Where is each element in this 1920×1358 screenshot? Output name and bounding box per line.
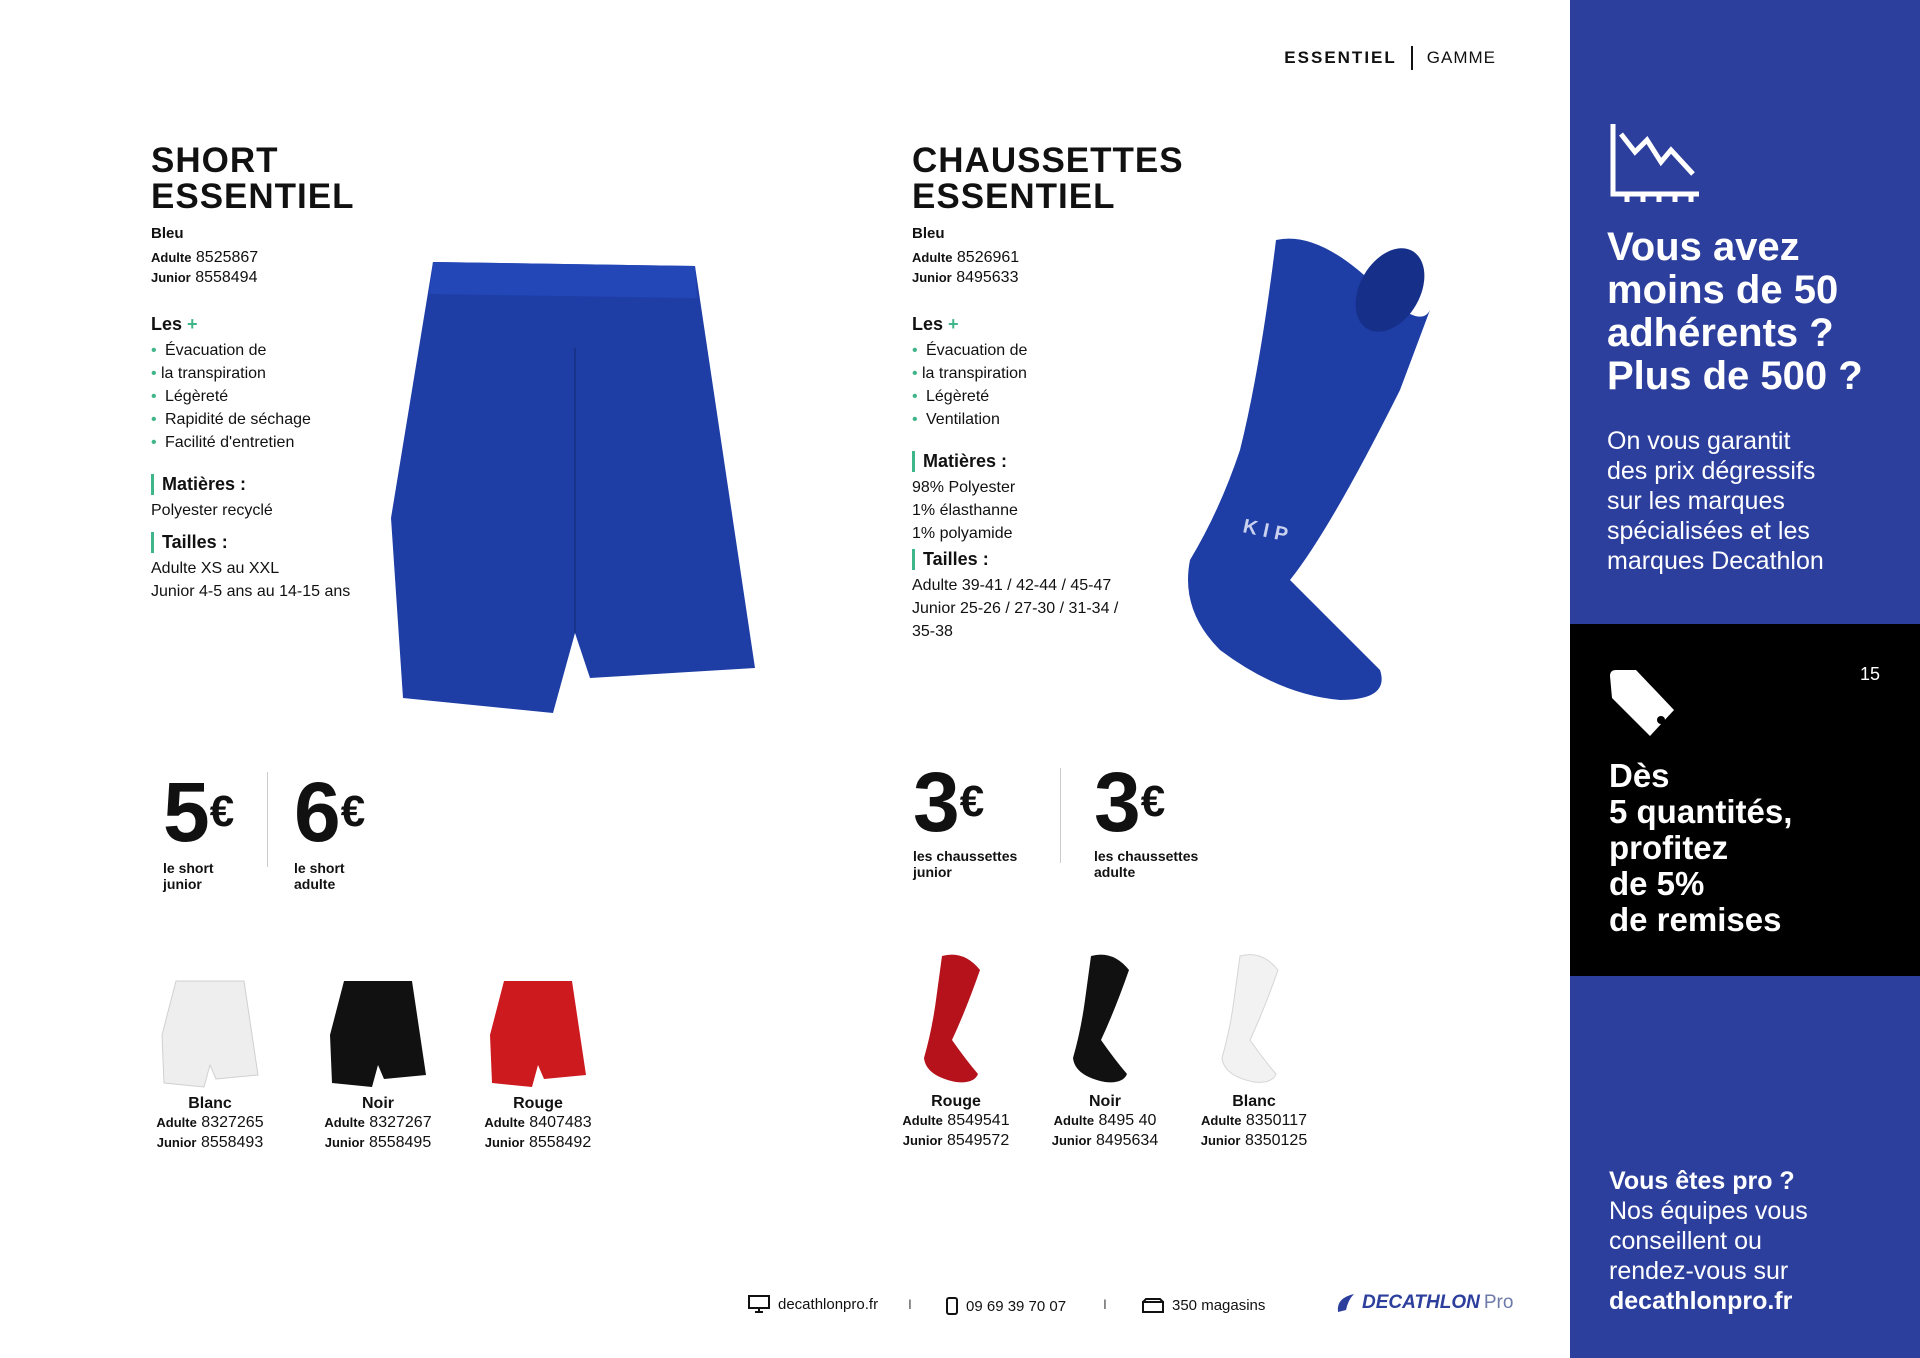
footer-divider: I <box>1103 1296 1107 1312</box>
short-image <box>385 258 765 716</box>
footer-stores[interactable]: 350 magasins <box>1142 1297 1265 1314</box>
price-divider <box>1060 768 1061 863</box>
side-panel-discount <box>1570 624 1920 976</box>
socks-matieres-3: 1% polyamide <box>912 525 1013 542</box>
sock-brand-label: KIP <box>1240 515 1296 548</box>
feature-item: • Rapidité de séchage <box>151 408 451 431</box>
short-ref-adulte: Adulte 8525867 <box>151 249 259 266</box>
socks-matieres-title: Matières : <box>912 451 1212 472</box>
socks-ref-adulte: Adulte 8526961 <box>912 249 1020 266</box>
feature-item: • Ventilation <box>912 408 1212 431</box>
feature-item: • Évacuation de <box>151 339 451 362</box>
footer-phone[interactable]: 09 69 39 70 07 <box>946 1297 1066 1315</box>
short-title: SHORT ESSENTIEL <box>151 141 355 216</box>
feature-item: • Légèreté <box>912 385 1212 408</box>
phone-icon <box>946 1297 958 1315</box>
socks-tailles-title: Tailles : <box>912 549 1212 570</box>
header-category: GAMME <box>1426 48 1496 67</box>
short-price-adulte: 6€ le short adulte <box>294 765 366 892</box>
short-variant-image <box>140 975 280 1090</box>
side-panel-prices <box>1570 0 1920 624</box>
socks-variant-image <box>1035 950 1175 1088</box>
short-ref-junior: Junior 8558494 <box>151 269 258 286</box>
price-divider <box>267 772 268 867</box>
header-section: ESSENTIEL <box>1284 48 1397 67</box>
socks-variant-noir: Noir Adulte 8495 40 Junior 8495634 <box>1035 950 1175 1151</box>
socks-ref-junior: Junior 8495633 <box>912 269 1019 286</box>
feature-item: • Évacuation de <box>912 339 1212 362</box>
socks-matieres-2: 1% élasthanne <box>912 502 1018 519</box>
socks-price-adulte: 3€ les chaussettes adulte <box>1094 755 1199 880</box>
short-les-title: Les + <box>151 314 198 334</box>
side-panel-pro <box>1570 976 1920 1358</box>
short-tailles-adulte: Adulte XS au XXL <box>151 560 280 577</box>
page-header <box>1284 46 1496 70</box>
socks-tailles-junior: Junior 25-26 / 27-30 / 31-34 / <box>912 600 1119 617</box>
socks-variant-image <box>1184 950 1324 1088</box>
socks-variant-image <box>886 950 1026 1088</box>
short-variant-rouge: Rouge Adulte 8407483 Junior 8558492 <box>468 975 608 1153</box>
feature-item: • Facilité d'entretien <box>151 431 451 454</box>
pro-text: Vous êtes pro ? Nos équipes vous conseillent ou rendez-vous sur decathlonpro.fr <box>1609 1167 1808 1315</box>
socks-price-junior: 3€ les chaussettes junior <box>913 755 1018 880</box>
monitor-icon <box>748 1295 770 1313</box>
decreasing-chart-icon <box>1607 122 1702 204</box>
price-tag-icon <box>1606 666 1676 738</box>
footer-website[interactable]: decathlonpro.fr <box>748 1295 878 1313</box>
feature-item: • la transpiration <box>912 362 1212 385</box>
feature-item: • Légèreté <box>151 385 451 408</box>
socks-variant-rouge: Rouge Adulte 8549541 Junior 8549572 <box>886 950 1026 1151</box>
short-tailles-junior: Junior 4-5 ans au 14-15 ans <box>151 583 351 600</box>
footer-divider: I <box>908 1296 912 1312</box>
short-color: Bleu <box>151 225 184 242</box>
store-icon <box>1142 1298 1164 1314</box>
feature-item: • la transpiration <box>151 362 451 385</box>
socks-color: Bleu <box>912 225 945 242</box>
socks-les-title: Les + <box>912 314 959 334</box>
page-number: 15 <box>1859 664 1880 684</box>
side-answer: On vous garantit des prix dégressifs sur les marques spécialisées et les marques Decathlon <box>1607 427 1824 575</box>
side-question: Vous avez moins de 50 adhérents ? Plus de 500 ? <box>1607 225 1863 398</box>
pro-site-link[interactable]: decathlonpro.fr <box>1609 1287 1793 1315</box>
socks-image <box>1180 230 1450 705</box>
header-divider <box>1411 46 1413 70</box>
short-variant-image <box>468 975 608 1090</box>
socks-variant-blanc: Blanc Adulte 8350117 Junior 8350125 <box>1184 950 1324 1151</box>
short-matieres-title: Matières : <box>151 474 451 495</box>
decathlon-logo-icon <box>1334 1292 1358 1314</box>
short-matieres: Polyester recyclé <box>151 502 273 519</box>
short-tailles-title: Tailles : <box>151 532 451 553</box>
socks-title: CHAUSSETTES ESSENTIEL <box>912 141 1184 216</box>
decathlon-pro-logo: DECATHLON Pro <box>1334 1292 1513 1314</box>
short-variant-image <box>308 975 448 1090</box>
short-variant-noir: Noir Adulte 8327267 Junior 8558495 <box>308 975 448 1153</box>
discount-text: Dès 5 quantités, profitez de 5% de remises <box>1609 757 1793 938</box>
short-price-junior: 5€ le short junior <box>163 765 235 892</box>
socks-matieres-1: 98% Polyester <box>912 479 1016 496</box>
socks-info <box>912 224 1212 643</box>
socks-tailles-junior-2: 35-38 <box>912 623 953 640</box>
short-variant-blanc: Blanc Adulte 8327265 Junior 8558493 <box>140 975 280 1153</box>
socks-tailles-adulte: Adulte 39-41 / 42-44 / 45-47 <box>912 577 1112 594</box>
socks-features <box>912 339 1212 431</box>
